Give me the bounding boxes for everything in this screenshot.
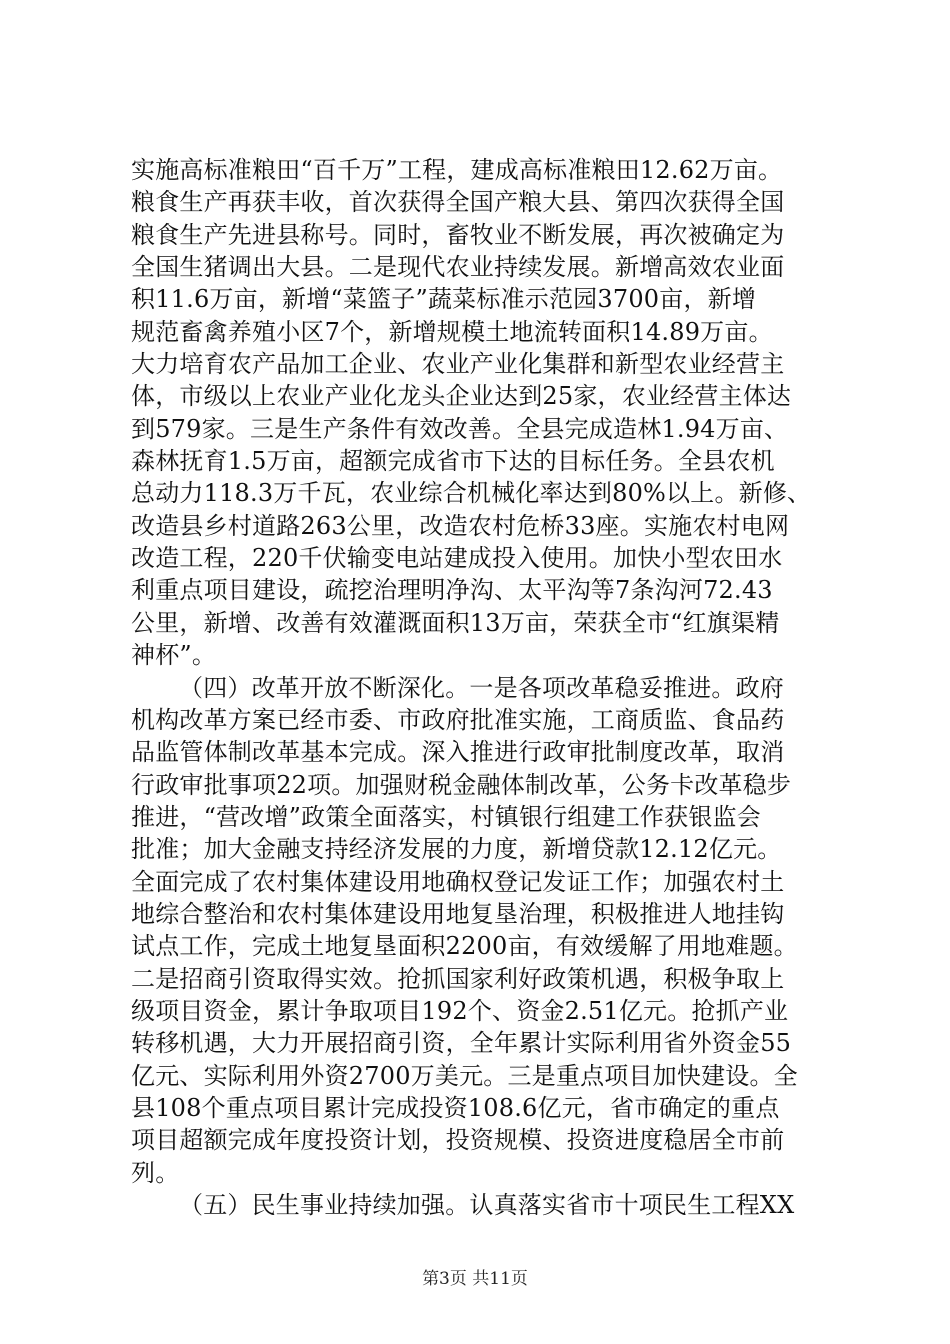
text-line: 积11.6万亩，新增“菜篮子”蔬菜标准示范园3700亩，新增 [131,285,757,314]
text-line: 二是招商引资取得实效。抢抓国家利好政策机遇，积极争取上 [131,964,785,993]
text-line: 利重点项目建设，疏挖治理明净沟、太平沟等7条沟河72.43 [131,576,773,605]
text-line: 体，市级以上农业产业化龙头企业达到25家，农业经营主体达 [131,382,792,411]
text-line: 实施高标准粮田“百千万”工程，建成高标准粮田12.62万亩。 [131,156,783,184]
text-line: 全国生猪调出大县。二是现代农业持续发展。新增高效农业面 [131,253,785,282]
text-line: 项目超额完成年度投资计划，投资规模、投资进度稳居全市前 [131,1126,785,1155]
body-text [131,154,831,1221]
text-line: 亿元、实际利用外资2700万美元。三是重点项目加快建设。全 [131,1061,798,1090]
text-line: 批准；加大金融支持经济发展的力度，新增贷款12.12亿元。 [131,835,782,864]
text-line: 改造工程，220千伏输变电站建成投入使用。加快小型农田水 [131,544,783,573]
text-line: 粮食生产再获丰收，首次获得全国产粮大县、第四次获得全国 [131,188,785,217]
text-line: 列。 [131,1158,180,1187]
text-line: 级项目资金，累计争取项目192个、资金2.51亿元。抢抓产业 [131,996,789,1025]
text-line: 总动力118.3万千瓦，农业综合机械化率达到80%以上。新修、 [131,479,812,508]
text-line: 全面完成了农村集体建设用地确权登记发证工作；加强农村土 [131,867,785,896]
text-line: 神杯”。 [131,641,217,670]
text-line: 规范畜禽养殖小区7个，新增规模土地流转面积14.89万亩。 [131,317,773,346]
text-line: 粮食生产先进县称号。同时，畜牧业不断发展，再次被确定为 [131,220,785,249]
page-footer: 第3页 共11页 [422,1269,528,1289]
text-line: 大力培育农产品加工企业、农业产业化集群和新型农业经营主 [131,350,785,379]
text-line: 县108个重点项目累计完成投资108.6亿元，省市确定的重点 [131,1093,780,1122]
text-line: 地综合整治和农村集体建设用地复垦治理，积极推进人地挂钩 [131,899,785,928]
text-line: 品监管体制改革基本完成。深入推进行政审批制度改革，取消 [131,738,785,767]
text-line: 试点工作，完成土地复垦面积2200亩，有效缓解了用地难题。 [131,932,798,961]
text-line: 转移机遇，大力开展招商引资，全年累计实际利用省外资金55 [131,1029,792,1058]
text-line: （五）民生事业持续加强。认真落实省市十项民生工程XX [179,1191,795,1219]
text-line: 行政审批事项22项。加强财税金融体制改革，公务卡改革稳步 [131,770,792,799]
text-line: 森林抚育1.5万亩，超额完成省市下达的目标任务。全县农机 [131,447,775,476]
text-line: （四）改革开放不断深化。一是各项改革稳妥推进。政府 [179,673,784,702]
text-line: 机构改革方案已经市委、市政府批准实施，工商质监、食品药 [131,705,785,734]
text-line: 推进，“营改增”政策全面落实，村镇银行组建工作获银监会 [131,802,761,831]
text-line: 公里，新增、改善有效灌溉面积13万亩，荣获全市“红旗渠精 [131,608,780,637]
text-line: 改造县乡村道路263公里，改造农村危桥33座。实施农村电网 [131,511,790,540]
text-line: 到579家。三是生产条件有效改善。全县完成造林1.94万亩、 [131,414,789,443]
